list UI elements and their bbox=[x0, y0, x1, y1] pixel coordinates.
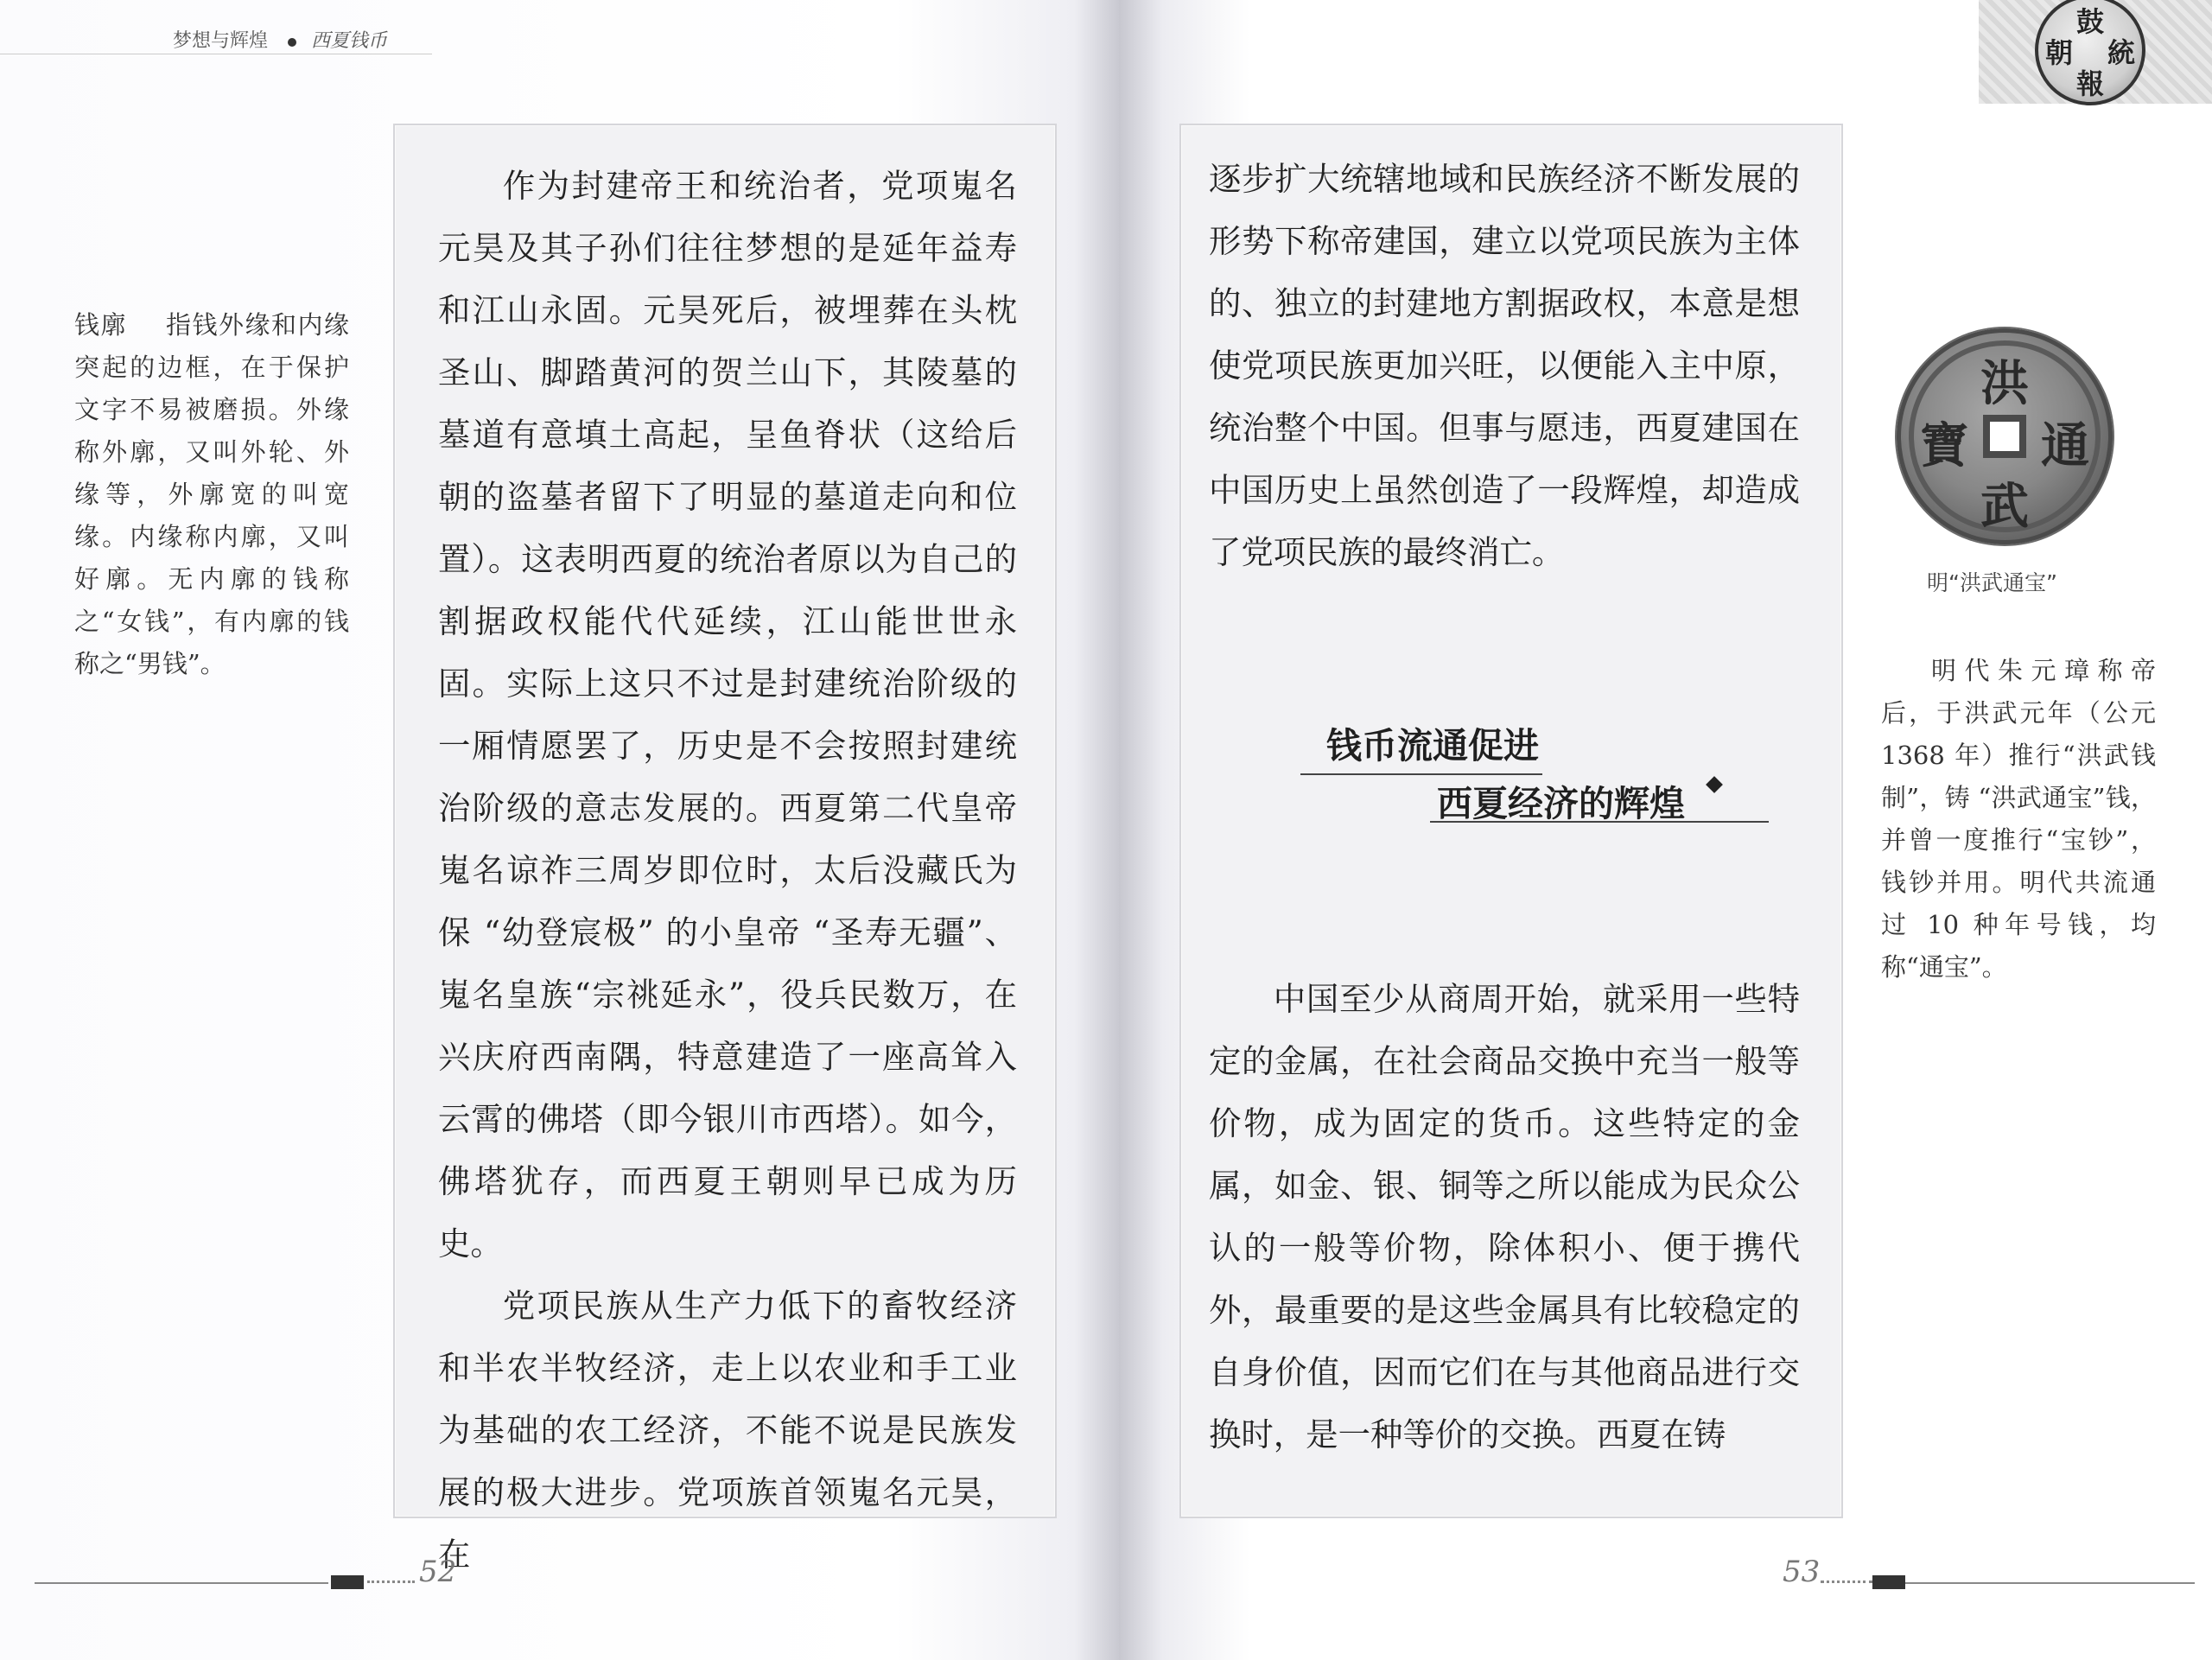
section-title-line2: 西夏经济的辉煌 bbox=[1437, 784, 1685, 824]
coin-char-left: 寶 bbox=[1920, 417, 1968, 474]
page-footer-left bbox=[0, 1539, 1119, 1660]
paragraph: 逐步扩大统辖地域和民族经济不断发展的形势下称帝建国，建立以党项民族为主体的、独立的封建地方割据政权，本意是想使党项民族更加兴旺，以便能入主中原，统治整个中国。但事与愿违，西夏建国在中国历史上虽然创造了一段辉煌，却造成了党项民族的最终消亡。 bbox=[1209, 160, 1800, 571]
page-number: 52 bbox=[419, 1555, 457, 1589]
page-footer-right bbox=[1119, 1539, 2212, 1660]
coin-char-bottom: 武 bbox=[1980, 478, 2029, 535]
paragraph: 作为封建帝王和统治者，党项嵬名元昊及其子孙们往往梦想的是延年益寿和江山永固。元昊死后，被埋葬在头枕圣山、脚踏黄河的贺兰山下，其陵墓的墓道有意填土高起，呈鱼脊状（这给后朝的盗墓者留下了明显的墓道走向和位置）。这表明西夏的统治者原以为自己的割据政权能代代延续，江山能世世永固。实际上这只不过是封建统治阶级的一厢情愿罢了，历史是不会按照封建统治阶级的意志发展的。西夏第二代皇帝嵬名谅祚三周岁即位时，太后没藏氏为保 “幼登宸极” 的小皇帝 “圣寿无疆”、嵬名皇族“宗祧延永”，役兵民数万，在兴庆府西南隅，特意建造了一座高耸入云霄的佛塔（即今银川市西塔）。如今，佛塔犹存，而西夏王朝则早已成为历史。 bbox=[438, 167, 1017, 1262]
paragraph: 党项民族从生产力低下的畜牧经济和半农半牧经济，走上以农业和手工业为基础的农工经济，不能不说是民族发展的极大进步。党项族首领嵬名元昊，在 bbox=[438, 1287, 1017, 1574]
coin-caption: 明“洪武通宝” bbox=[1927, 570, 2057, 595]
footer-rule bbox=[1905, 1582, 2195, 1584]
coin-char-top: 洪 bbox=[1980, 355, 2029, 412]
footer-rule bbox=[35, 1582, 328, 1584]
running-head-dot bbox=[288, 38, 296, 47]
running-head-title: 梦想与辉煌 bbox=[173, 30, 269, 52]
page-number: 53 bbox=[1783, 1555, 1821, 1589]
title-rule bbox=[1430, 821, 1769, 823]
coin-char-right: 通 bbox=[2041, 417, 2089, 474]
footer-block bbox=[1872, 1575, 1905, 1589]
sidenote-hongwu: 明代朱元璋称帝后，于洪武元年（公元1368 年）推行“洪武钱制”，铸 “洪武通宝”钱，并曾一度推行“宝钞”，钱钞并用。明代共流通过 10 种年号钱，均称“通宝”。 bbox=[1881, 656, 2156, 982]
footer-dots bbox=[1821, 1580, 1872, 1583]
footer-block bbox=[331, 1575, 364, 1589]
running-head bbox=[173, 26, 387, 53]
footer-dots bbox=[367, 1580, 415, 1583]
sidenote-body: 指钱外缘和内缘突起的边框，在于保护文字不易被磨损。外缘称外廓，又叫外轮、外缘等，外廓宽的叫宽缘。内缘称内廓，又叫好廓。无内廓的钱称之“女钱”，有内廓的钱称之“男钱”。 bbox=[74, 310, 349, 678]
sidenote-qian-kuo bbox=[74, 304, 349, 685]
corner-coin-icon: 鼓 朝 統 報 bbox=[2035, 0, 2145, 105]
section-title-line1: 钱币流通促进 bbox=[1326, 726, 1539, 766]
running-head-subtitle: 西夏钱币 bbox=[311, 30, 388, 52]
hongwu-coin-image bbox=[1897, 328, 2113, 544]
paragraph: 中国至少从商周开始，就采用一些特定的金属，在社会商品交换中充当一般等价物，成为固定的货币。这些特定的金属，如金、银、铜等之所以能成为民众公认的一般等价物，除体积小、便于携代外，最重要的是这些金属具有比较稳定的自身价值，因而它们在与其他商品进行交换时，是一种等价的交换。西夏在铸 bbox=[1209, 980, 1800, 1453]
right-page bbox=[1119, 0, 2212, 1660]
sidenote-term: 钱廓 bbox=[74, 310, 127, 340]
